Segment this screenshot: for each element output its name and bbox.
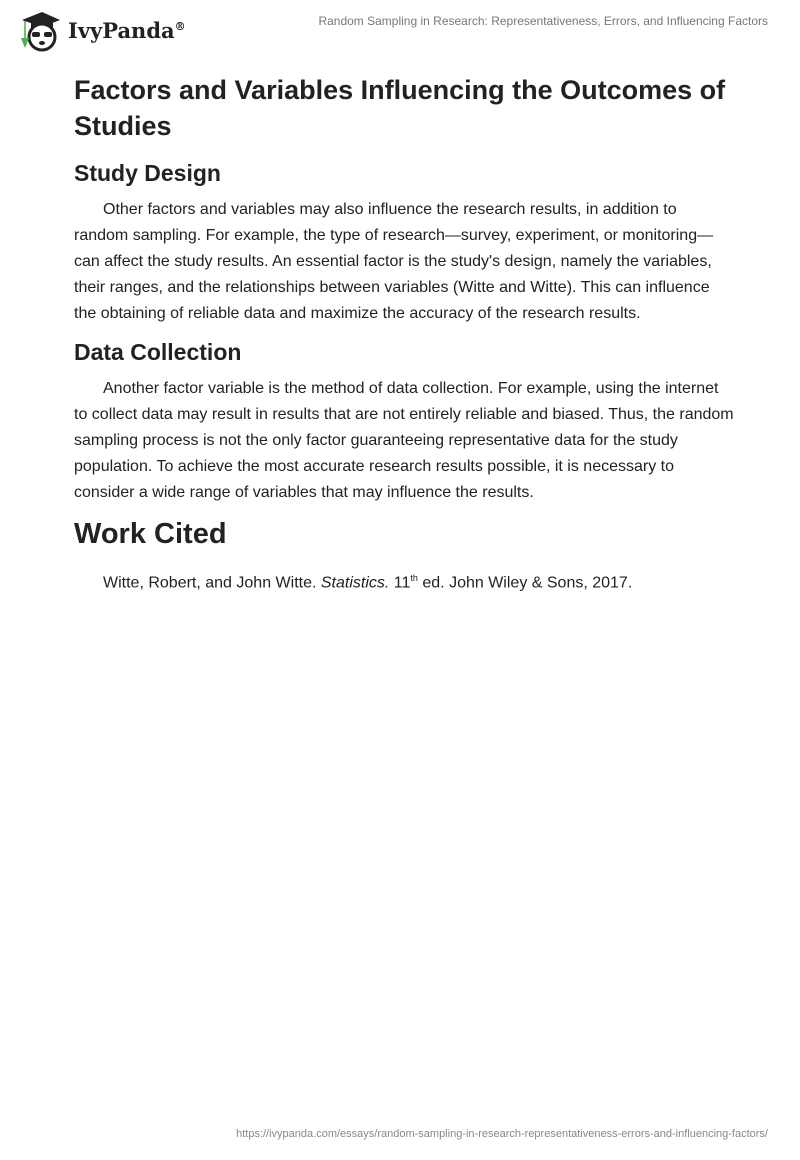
section-heading: Study Design: [74, 160, 221, 186]
section-heading: Data Collection: [74, 339, 242, 365]
logo-text: IvyPanda®: [68, 17, 186, 43]
essay-content: [74, 72, 734, 608]
panda-graduate-icon: [18, 8, 62, 52]
footer-url[interactable]: https://ivypanda.com/essays/random-sampling-in-research-representativeness-errors-and-influencing-factors/: [236, 1128, 768, 1140]
section-paragraph: Another factor variable is the method of data collection. For example, using the internet to collect data may result in results that are not entirely reliable and biased. Thus, the random sampling process is not the only factor guaranteeing representative data for the study population. To achieve the most accurate research results possible, it is necessary to consider a wide range of variables that may influence the results.: [74, 380, 734, 501]
works-cited-heading: Work Cited: [74, 518, 227, 550]
page-title: Factors and Variables Influencing the Outcomes of Studies: [74, 75, 726, 141]
document-header-title: Random Sampling in Research: Representativeness, Errors, and Influencing Factors: [318, 14, 768, 28]
section-paragraph: Other factors and variables may also influence the research results, in addition to random sampling. For example, the type of research—survey, experiment, or monitoring—can affect the study results. An essential factor is the study's design, namely the variables, their ranges, and the relationships between variables (Witte and Witte). This can influence the obtaining of reliable data and maximize the accuracy of the research results.: [74, 201, 714, 322]
citation: Witte, Robert, and John Witte. Statistics. 11th ed. John Wiley & Sons, 2017.: [103, 573, 633, 592]
ivypanda-logo[interactable]: [18, 8, 186, 52]
